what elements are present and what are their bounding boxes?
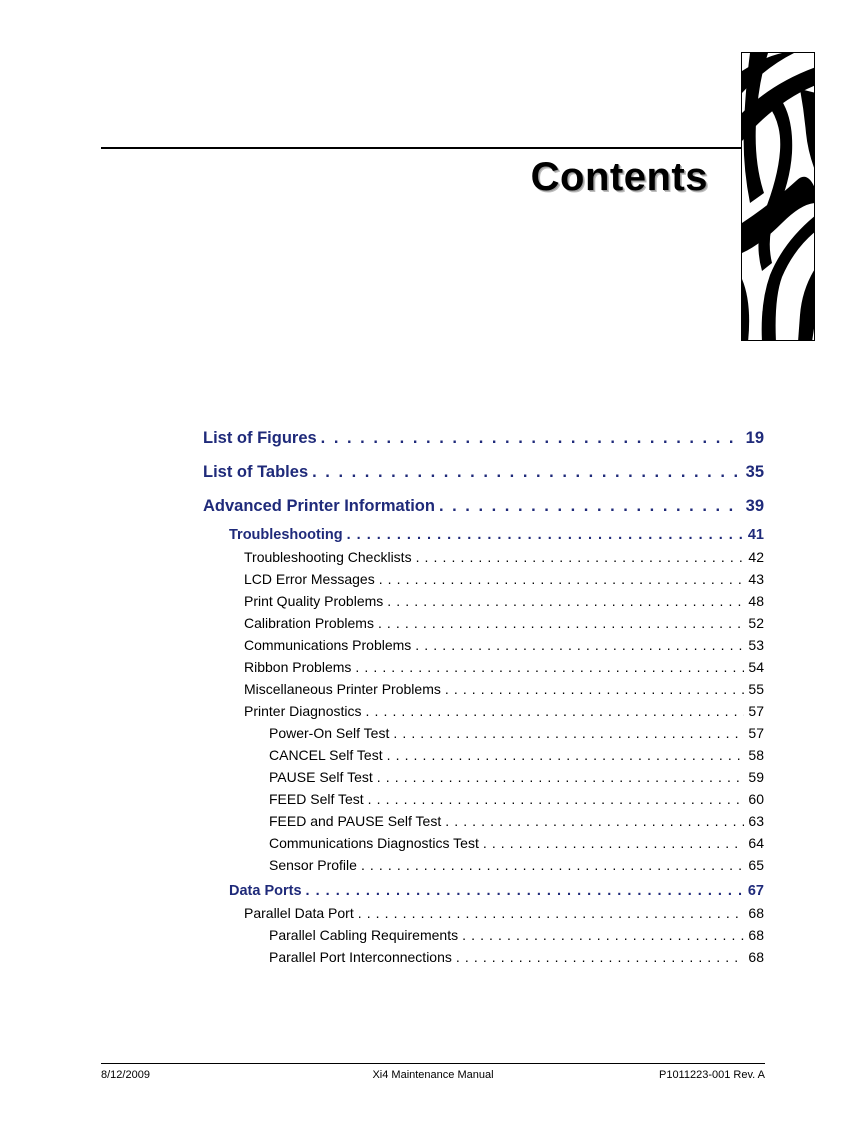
toc-entry-page: 57 xyxy=(748,725,764,741)
toc-entry-label: Miscellaneous Printer Problems xyxy=(244,681,441,697)
toc-entry-page: 35 xyxy=(745,463,764,481)
toc-entry-printer-diagnostics[interactable] xyxy=(244,703,764,719)
toc-entry-advanced-printer-information[interactable] xyxy=(203,497,764,516)
footer-date: 8/12/2009 xyxy=(101,1069,150,1081)
toc-entry-label: Communications Diagnostics Test xyxy=(269,835,479,851)
leader-dots xyxy=(456,949,745,965)
toc-entry-parallel-data-port[interactable] xyxy=(244,905,764,921)
toc-entry-list-of-tables[interactable] xyxy=(203,463,764,482)
toc-entry-data-ports[interactable] xyxy=(229,883,764,899)
leader-dots xyxy=(368,791,745,807)
leader-dots xyxy=(377,769,745,785)
toc-entry-page: 42 xyxy=(748,549,764,565)
toc-entry-page: 57 xyxy=(748,703,764,719)
toc-entry-label: Print Quality Problems xyxy=(244,593,384,609)
toc-entry-label: Printer Diagnostics xyxy=(244,703,362,719)
toc-entry-troubleshooting-checklists[interactable] xyxy=(244,549,764,565)
toc-entry-label: FEED Self Test xyxy=(269,791,364,807)
footer-rule xyxy=(101,1063,765,1064)
footer-part-number: P1011223-001 Rev. A xyxy=(658,1069,765,1081)
leader-dots xyxy=(439,497,742,516)
toc-entry-print-quality-problems[interactable] xyxy=(244,593,764,609)
toc-entry-page: 53 xyxy=(748,637,764,653)
page-title: Contents xyxy=(530,155,708,199)
toc-entry-label: Data Ports xyxy=(229,883,302,899)
leader-dots xyxy=(445,813,744,829)
leader-dots xyxy=(387,747,745,763)
leader-dots xyxy=(358,905,745,921)
leader-dots xyxy=(445,681,745,697)
toc-entry-label: Parallel Port Interconnections xyxy=(269,949,452,965)
toc-entry-power-on-self-test[interactable] xyxy=(269,725,764,741)
toc-entry-label: Ribbon Problems xyxy=(244,659,352,675)
toc-entry-feed-self-test[interactable] xyxy=(269,791,764,807)
leader-dots xyxy=(306,883,744,899)
zebra-stripes-icon xyxy=(742,53,815,341)
toc-entry-page: 68 xyxy=(748,949,764,965)
toc-entry-pause-self-test[interactable] xyxy=(269,769,764,785)
toc-entry-page: 55 xyxy=(748,681,764,697)
toc-entry-troubleshooting[interactable] xyxy=(229,527,764,543)
toc-entry-parallel-port-interconnections[interactable] xyxy=(269,949,764,965)
toc-entry-label: FEED and PAUSE Self Test xyxy=(269,813,442,829)
toc-entry-label: PAUSE Self Test xyxy=(269,769,373,785)
leader-dots xyxy=(387,593,744,609)
toc-entry-label: CANCEL Self Test xyxy=(269,747,383,763)
leader-dots xyxy=(347,527,744,543)
toc-entry-communications-diagnostics-test[interactable] xyxy=(269,835,764,851)
toc-entry-page: 68 xyxy=(748,927,764,943)
toc-entry-label: LCD Error Messages xyxy=(244,571,375,587)
toc-entry-label: Troubleshooting Checklists xyxy=(244,549,412,565)
toc-entry-page: 67 xyxy=(747,883,764,899)
toc-entry-page: 39 xyxy=(745,497,764,515)
leader-dots xyxy=(366,703,745,719)
toc-entry-label: Calibration Problems xyxy=(244,615,374,631)
toc-entry-page: 19 xyxy=(745,429,764,447)
toc-entry-page: 65 xyxy=(748,857,764,873)
toc-entry-page: 54 xyxy=(748,659,764,675)
toc-entry-list-of-figures[interactable] xyxy=(203,429,764,448)
leader-dots xyxy=(312,463,742,482)
toc-entry-page: 59 xyxy=(748,769,764,785)
toc-entry-lcd-error-messages[interactable] xyxy=(244,571,764,587)
toc-entry-page: 43 xyxy=(748,571,764,587)
toc-entry-page: 64 xyxy=(748,835,764,851)
leader-dots xyxy=(483,835,745,851)
toc-entry-label: List of Tables xyxy=(203,463,309,481)
leader-dots xyxy=(321,429,742,448)
toc-entry-page: 68 xyxy=(748,905,764,921)
toc-entry-label: Power-On Self Test xyxy=(269,725,390,741)
toc-entry-page: 52 xyxy=(748,615,764,631)
toc-entry-page: 48 xyxy=(748,593,764,609)
toc-entry-page: 41 xyxy=(747,527,764,543)
toc-entry-parallel-cabling-requirements[interactable] xyxy=(269,927,764,943)
toc-entry-calibration-problems[interactable] xyxy=(244,615,764,631)
header-rule xyxy=(101,147,742,149)
footer-manual-title: Xi4 Maintenance Manual xyxy=(372,1069,494,1081)
toc-entry-page: 60 xyxy=(748,791,764,807)
toc-entry-ribbon-problems[interactable] xyxy=(244,659,764,675)
toc-entry-cancel-self-test[interactable] xyxy=(269,747,764,763)
leader-dots xyxy=(379,571,745,587)
toc-entry-label: Advanced Printer Information xyxy=(203,497,435,515)
leader-dots xyxy=(355,659,744,675)
leader-dots xyxy=(361,857,744,873)
toc-entry-label: Parallel Cabling Requirements xyxy=(269,927,459,943)
toc-entry-miscellaneous-printer-problems[interactable] xyxy=(244,681,764,697)
toc-entry-label: List of Figures xyxy=(203,429,317,447)
toc-entry-communications-problems[interactable] xyxy=(244,637,764,653)
toc-entry-label: Troubleshooting xyxy=(229,527,343,543)
leader-dots xyxy=(416,549,745,565)
toc-entry-page: 58 xyxy=(748,747,764,763)
leader-dots xyxy=(378,615,744,631)
toc-entry-label: Communications Problems xyxy=(244,637,412,653)
toc-entry-page: 63 xyxy=(748,813,764,829)
toc-entry-feed-and-pause-self-test[interactable] xyxy=(269,813,764,829)
leader-dots xyxy=(393,725,744,741)
leader-dots xyxy=(462,927,744,943)
leader-dots xyxy=(415,637,744,653)
zebra-stripe-tab xyxy=(741,52,815,341)
toc-entry-label: Sensor Profile xyxy=(269,857,357,873)
toc-entry-sensor-profile[interactable] xyxy=(269,857,764,873)
toc-entry-label: Parallel Data Port xyxy=(244,905,354,921)
